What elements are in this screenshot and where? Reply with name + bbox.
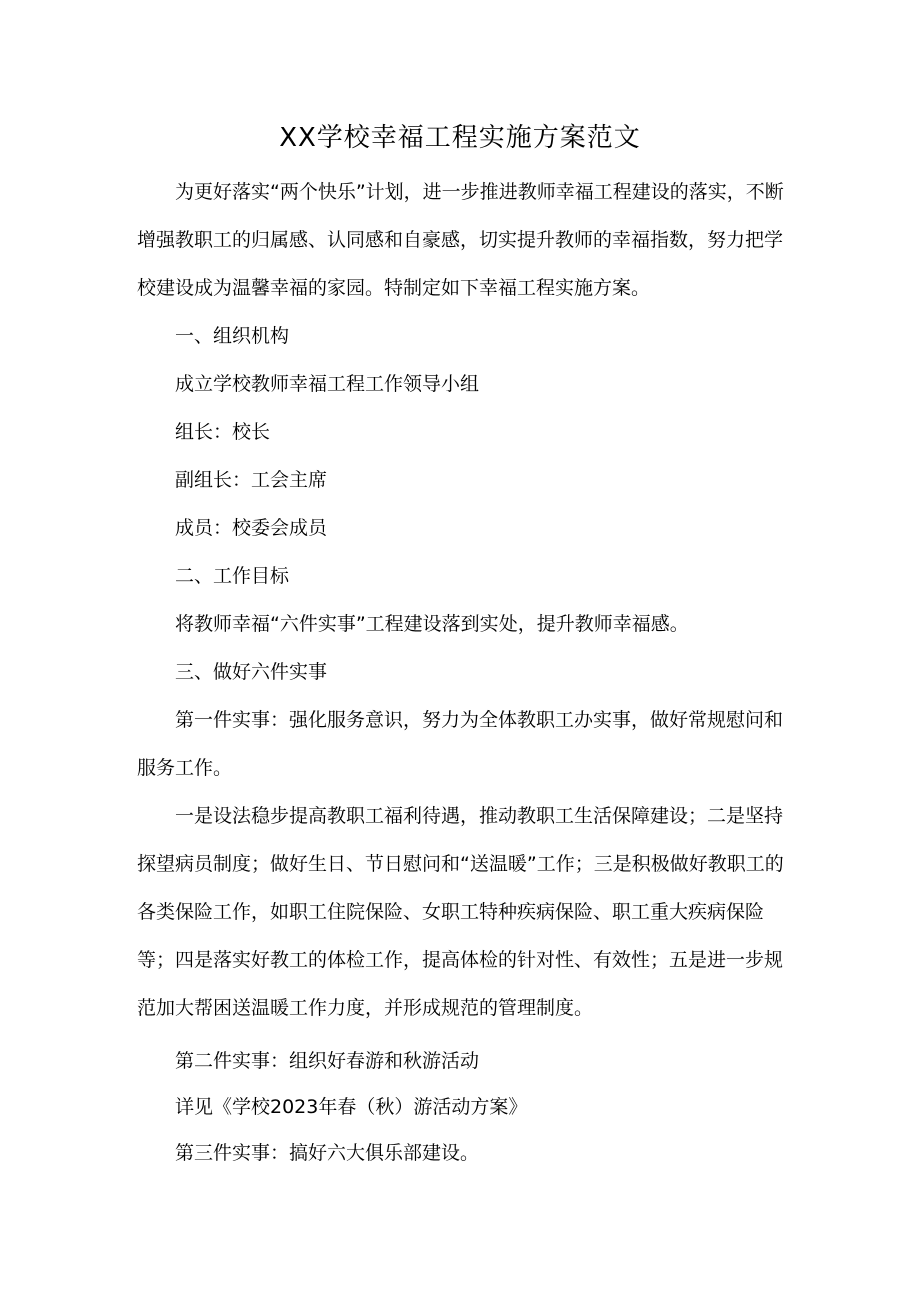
task-three-title: 第三件实事：搞好六大俱乐部建设。 bbox=[175, 1142, 480, 1164]
task-two-detail: 详见《学校2023年春（秋）游活动方案》 bbox=[175, 1096, 528, 1118]
goals-text: 将教师幸福“六件实事”工程建设落到实处，提升教师幸福感。 bbox=[175, 613, 689, 635]
organization-line: 成立学校教师幸福工程工作领导小组 bbox=[175, 373, 480, 395]
intro-paragraph: 为更好落实“两个快乐”计划，进一步推进教师幸福工程建设的落实，不断增强教职工的归属感、认同感和自豪感，切实提升教师的幸福指数，努力把学校建设成为温馨幸福的家园。特制定如下幸福工程实施方案。 bbox=[137, 181, 784, 299]
section-heading-six-tasks: 三、做好六件实事 bbox=[175, 661, 328, 683]
vice-leader-line: 副组长：工会主席 bbox=[175, 469, 328, 491]
task-two-title: 第二件实事：组织好春游和秋游活动 bbox=[175, 1050, 480, 1072]
document-title: XX学校幸福工程实施方案范文 bbox=[279, 123, 641, 153]
task-one-title: 第一件实事：强化服务意识，努力为全体教职工办实事，做好常规慰问和服务工作。 bbox=[137, 709, 784, 779]
leader-line: 组长：校长 bbox=[175, 421, 271, 443]
section-heading-goals: 二、工作目标 bbox=[175, 565, 290, 587]
task-one-detail: 一是设法稳步提高教职工福利待遇，推动教职工生活保障建设；二是坚持探望病员制度；做好生日、节日慰问和“送温暖”工作；三是积极做好教职工的各类保险工作，如职工住院保险、女职工特种疾病保险、职工重大疾病保险等；四是落实好教工的体检工作，提高体检的针对性、有效性；五是进一步规范加大帮困送温暖工作力度，并形成规范的管理制度。 bbox=[137, 805, 784, 1019]
document-body bbox=[137, 168, 797, 1174]
section-heading-organization: 一、组织机构 bbox=[175, 325, 290, 347]
members-line: 成员：校委会成员 bbox=[175, 517, 328, 539]
